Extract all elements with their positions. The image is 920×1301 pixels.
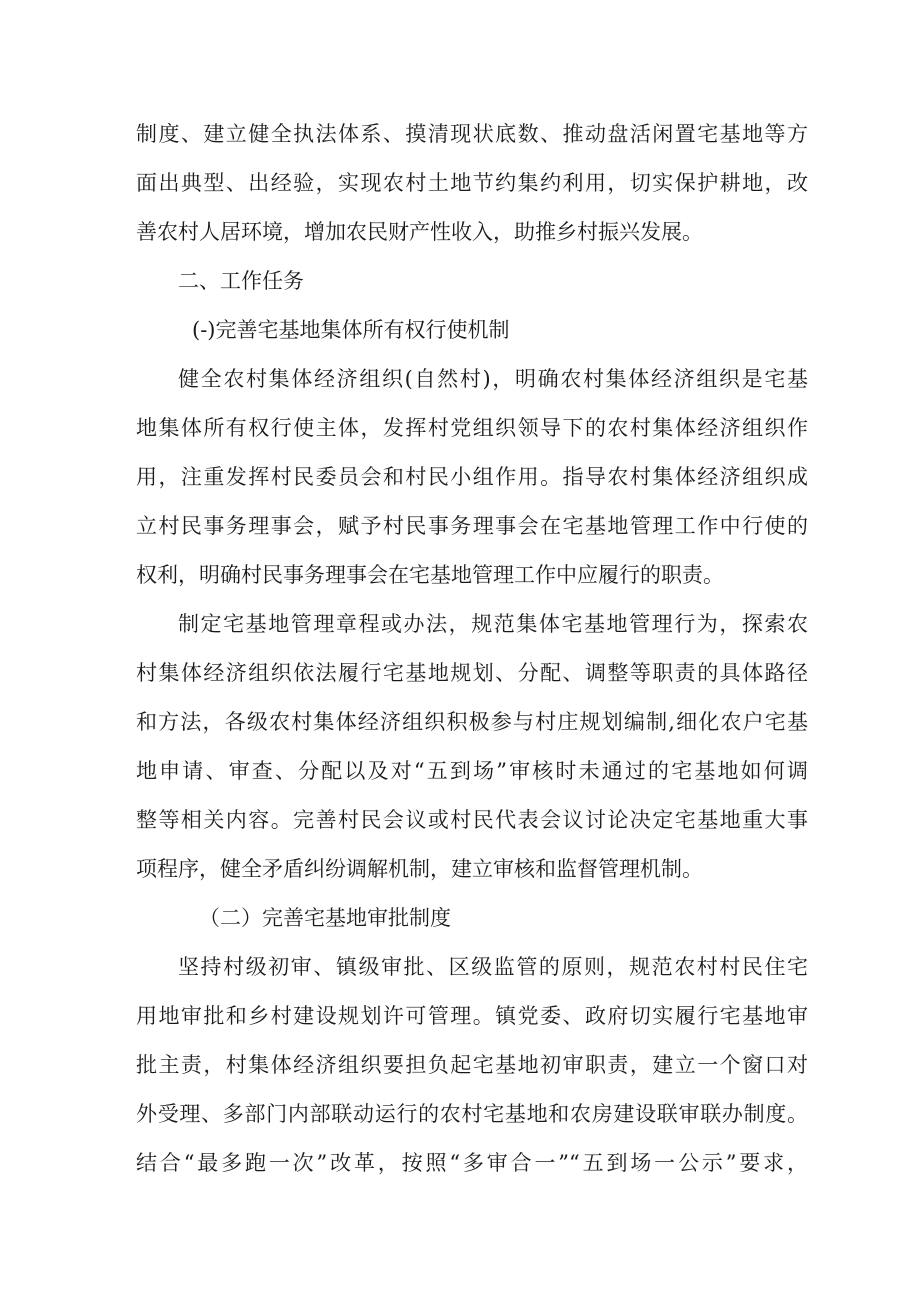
paragraph-first-line: 健全农村集体经济组织(自然村)，明确农村集体经济组织是宅基 [178,367,808,391]
body-line: 权利，明确村民事务理事会在宅基地管理工作中应履行的职责。 [136,563,724,587]
body-line: 立村民事务理事会，赋予村民事务理事会在宅基地管理工作中行使的 [136,514,808,538]
document-body [136,110,808,1188]
body-line: 结合“最多跑一次”改革，按照“多审合一”“五到场一公示”要求， [136,1151,808,1175]
paragraph-first-line: 制定宅基地管理章程或办法，规范集体宅基地管理行为，探索农 [178,612,808,636]
body-line: 地申请、审查、分配以及对“五到场”审核时未通过的宅基地如何调 [136,759,808,783]
subsection-heading: （二）完善宅基地审批制度 [199,906,451,930]
body-line: 用，注重发挥村民委员会和村民小组作用。指导农村集体经济组织成 [136,465,808,489]
body-line: 村集体经济组织依法履行宅基地规划、分配、调整等职责的具体路径 [136,661,808,685]
section-heading: 二、工作任务 [178,269,304,293]
body-line: 和方法，各级农村集体经济组织积极参与村庄规划编制,细化农户宅基 [136,710,808,734]
paragraph-first-line: 坚持村级初审、镇级审批、区级监管的原则，规范农村村民住宅 [178,955,808,979]
body-line: 制度、建立健全执法体系、摸清现状底数、推动盘活闲置宅基地等方 [136,122,808,146]
body-line: 外受理、多部门内部联动运行的农村宅基地和农房建设联审联办制度。 [136,1102,808,1126]
body-line: 面出典型、出经验，实现农村土地节约集约利用，切实保护耕地，改 [136,171,808,195]
subsection-heading: (-)完善宅基地集体所有权行使机制 [192,318,510,342]
body-line: 项程序，健全矛盾纠纷调解机制，建立审核和监督管理机制。 [136,857,703,881]
body-line: 批主责，村集体经济组织要担负起宅基地初审职责，建立一个窗口对 [136,1053,808,1077]
body-line: 用地审批和乡村建设规划许可管理。镇党委、政府切实履行宅基地审 [136,1004,808,1028]
body-line: 善农村人居环境，增加农民财产性收入，助推乡村振兴发展。 [136,220,703,244]
body-line: 地集体所有权行使主体，发挥村党组织领导下的农村集体经济组织作 [136,416,808,440]
body-line: 整等相关内容。完善村民会议或村民代表会议讨论决定宅基地重大事 [136,808,808,832]
